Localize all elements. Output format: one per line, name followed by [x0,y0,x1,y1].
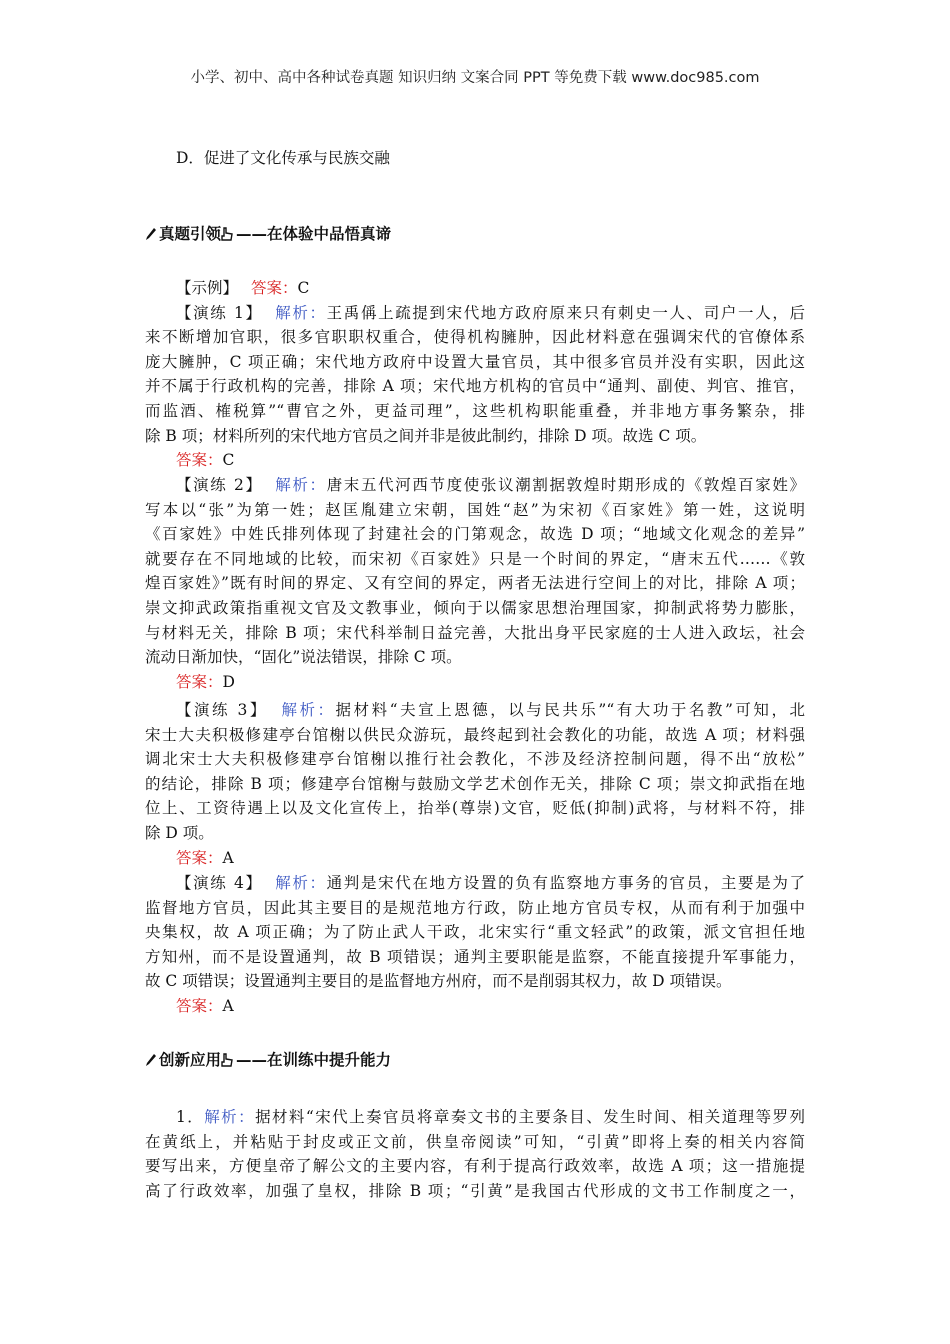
option-d-text: D．促进了文化传承与民族交融 [176,149,390,167]
ex3-answer: A [222,848,234,867]
pen-icon [145,1053,157,1071]
ex3-label: 【演练 3】 [176,701,268,719]
exercise-3 [145,698,805,870]
exercise-1 [145,301,805,473]
ex3-answer-label: 答案： [176,848,223,867]
question-1 [145,1105,805,1203]
ex2-line: 与材料无关，排除 B 项；宋代科举制日益完善，大批出身平民家庭的士人进入政坛，社会 [145,623,805,642]
q1-line: 据材料“宋代上奏官员将章奏文书的主要条目、发生时间、相关道理等罗列 [255,1108,805,1126]
section-title-text: 真题引领 [159,225,222,243]
ex3-line: 位上、工资待遇上以及文化宣传上，抬举(尊崇)文官，贬低(抑制)武将，与材料不符，排 [145,799,805,818]
ex4-line: 央集权，故 A 项正确；为了防止武人干政，北宋实行“重文轻武”的政策，派文官担任地 [145,923,805,942]
exercise-4 [145,871,805,1019]
hand-icon [221,1053,234,1071]
q1-line: 在黄纸上，并粘贴于封皮或正文前，供皇帝阅读”可知，“引黄”即将上奏的相关内容简 [145,1132,805,1151]
ex2-line: 就要存在不同地域的比较，而宋初《百家姓》只是一个时间的界定，“唐末五代……《敦 [145,549,805,568]
ex2-line: 《百家姓》中姓氏排列体现了封建社会的门第观念，故选 D 项；“地域文化观念的差异” [145,525,805,544]
ex4-analysis-label: 解析： [275,874,327,892]
ex4-answer-label: 答案： [176,996,223,1015]
ex2-line: 写本以“张”为第一姓；赵匡胤建立宋朝，国姓“赵”为宋初《百家姓》第一姓，这说明 [145,500,805,519]
ex3-line: 据材料“夫宣上恩德，以与民共乐”“有大功于名教”可知，北 [335,701,805,719]
ex2-label: 【演练 2】 [176,476,263,494]
section-title-text: 创新应用 [159,1051,222,1069]
ex4-answer: A [222,996,234,1015]
ex4-line: 方知州，而不是设置通判，故 B 项错误；通判主要职能是监察，不能直接提升军事能力， [145,947,805,966]
ex1-line: 王禹偁上疏提到宋代地方政府原来只有刺史一人、司户一人，后 [326,303,805,322]
ex2-line: 唐末五代河西节度使张议潮割据敦煌时期形成的《敦煌百家姓》 [326,476,805,494]
example-block [145,276,805,301]
q1-analysis-label: 解析： [204,1108,256,1126]
section-subtitle: ——在体验中品悟真谛 [236,225,392,243]
ex2-analysis-label: 解析： [275,476,327,494]
ex2-answer-label: 答案： [176,672,223,691]
ex1-line: 而监酒、榷税算”“曹官之外，更益司理”，这些机构职能重叠，并非地方事务繁杂，排 [145,401,805,420]
ex3-line: 调北宋士大夫积极修建亭台馆榭以推行社会教化，不涉及经济控制问题，得不出“放松” [145,750,805,769]
ex1-label: 【演练 1】 [176,303,263,322]
ex1-line: 并不属于行政机构的完善，排除 A 项；宋代地方机构的官员中“通判、副使、判官、推官， [145,377,805,396]
q1-line: 高了行政效率，加强了皇权，排除 B 项；“引黄”是我国古代形成的文书工作制度之一， [145,1181,805,1200]
ex1-answer-label: 答案： [176,451,223,470]
ex1-line: 庞大臃肿，C 项正确；宋代地方政府中设置大量官员，其中很多官员并没有实职，因此这 [145,352,805,371]
ex1-answer: C [222,451,235,470]
ex4-line: 监督地方官员，因此其主要目的是规范地方行政，防止地方官员专权，从而有利于加强中 [145,898,805,917]
page-header: 小学、初中、高中各种试卷真题 知识归纳 文案合同 PPT 等免费下载 www.doc985.com [190,70,760,86]
ex3-analysis-label: 解析： [281,701,336,719]
ex2-line: 煌百家姓》”既有时间的界定、又有空间的界定，两者无法进行空间上的对比，排除 A 项； [145,574,805,593]
example-label: 【示例】 [176,279,239,297]
ex2-line: 流动日渐加快，“固化”说法错误，排除 C 项。 [145,648,462,667]
pen-icon [145,227,157,245]
ex2-answer: D [222,672,235,691]
section-subtitle: ——在训练中提升能力 [236,1051,392,1069]
ex1-line: 来不断增加官职，很多官职职权重合，使得机构臃肿，因此材料意在强调宋代的官僚体系 [145,328,805,347]
section-title-zhenti [145,222,391,245]
ex3-line: 的结论，排除 B 项；修建亭台馆榭与鼓励文学艺术创作无关，排除 C 项；崇文抑武指在地 [145,774,805,793]
ex3-line: 宋士大夫积极修建亭台馆榭以供民众游玩，最终起到社会教化的功能，故选 A 项；材料强 [145,725,805,744]
ex1-analysis-label: 解析： [275,303,327,322]
q1-number: 1． [176,1108,205,1126]
section-title-chuangxin [145,1048,391,1071]
ex3-line: 除 D 项。 [145,823,214,842]
ex2-line: 崇文抑武政策指重视文官及文教事业，倾向于以儒家思想治理国家，抑制武将势力膨胀， [145,598,805,617]
ex1-line: 除 B 项；材料所列的宋代地方官员之间并非是彼此制约，排除 D 项。故选 C 项。 [145,426,707,445]
exercise-2 [145,473,805,694]
ex4-line: 故 C 项错误；设置通判主要目的是监督地方州府，而不是削弱其权力，故 D 项错误。 [145,972,732,991]
option-d [145,146,805,171]
ex4-label: 【演练 4】 [176,874,263,892]
hand-icon [221,227,234,245]
q1-line: 要写出来，方便皇帝了解公文的主要内容，有利于提高行政效率，故选 A 项；这一措施提 [145,1157,805,1176]
ex4-line: 通判是宋代在地方设置的负有监察地方事务的官员，主要是为了 [326,874,805,892]
example-answer: C [297,279,310,297]
example-answer-label: 答案： [250,279,298,297]
